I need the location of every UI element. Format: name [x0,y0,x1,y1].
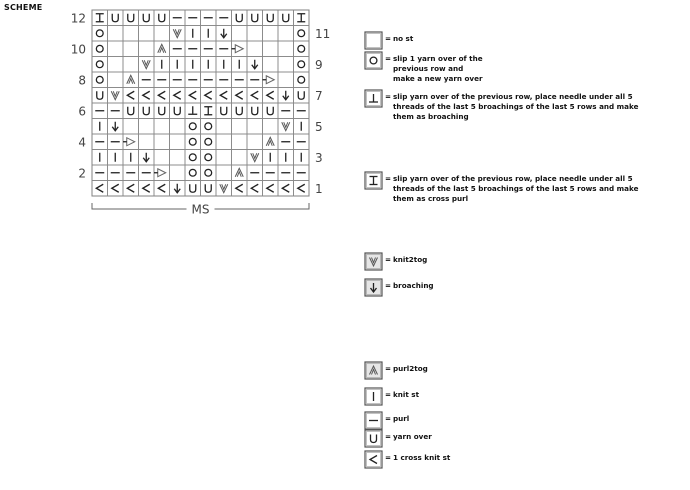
row-label-right: 5 [315,119,323,134]
legend-text: slip 1 yarn over of the previous row and make a new yarn over [393,54,483,83]
legend-equals: = [385,174,392,183]
row-label-right: 3 [315,150,323,165]
legend-text: slip yarn over of the previous row, place needle under all 5 threads of the last 5 broachings of the last 5 rows and make them as broaching [393,92,639,121]
row-label-left: 10 [70,42,86,57]
row-label-left: 2 [78,166,86,181]
scheme-title: SCHEME [4,3,43,12]
row-label-left: 4 [78,135,86,150]
legend-item [364,89,684,129]
knitting-chart [0,0,360,240]
legend-equals: = [385,390,392,399]
legend-text: no st [393,34,414,43]
ms-label: MS [191,202,210,217]
row-label-left: 6 [78,104,86,119]
row-label-right: 9 [315,57,323,72]
legend-text: purl [393,414,410,423]
legend-equals: = [385,432,392,441]
legend-equals: = [385,453,392,462]
legend-equals: = [385,364,392,373]
legend-text: knit2tog [393,255,428,264]
legend-equals: = [385,414,392,423]
ms-bracket-left [92,203,187,209]
legend-text: slip yarn over of the previous row, place needle under all 5 threads of the last 5 broachings of the last 5 rows and make them as cross purl [393,174,639,203]
legend-equals: = [385,255,392,264]
legend-item [364,171,684,211]
legend-equals: = [385,54,392,63]
row-label-left: 8 [78,73,86,88]
legend-item [364,51,684,91]
legend-text: broaching [393,281,434,290]
row-label-right: 7 [315,88,323,103]
legend-equals: = [385,34,392,43]
legend-item [364,278,684,318]
row-label-left: 12 [70,11,86,26]
row-label-right: 1 [315,181,323,196]
legend-equals: = [385,92,392,101]
legend-text: purl2tog [393,364,428,373]
legend-text: knit st [393,390,420,399]
legend-item [364,450,684,490]
legend-text: 1 cross knit st [393,453,451,462]
ms-bracket-right [215,203,310,209]
legend-text: yarn over [393,432,432,441]
legend-equals: = [385,281,392,290]
row-label-right: 11 [315,26,331,41]
